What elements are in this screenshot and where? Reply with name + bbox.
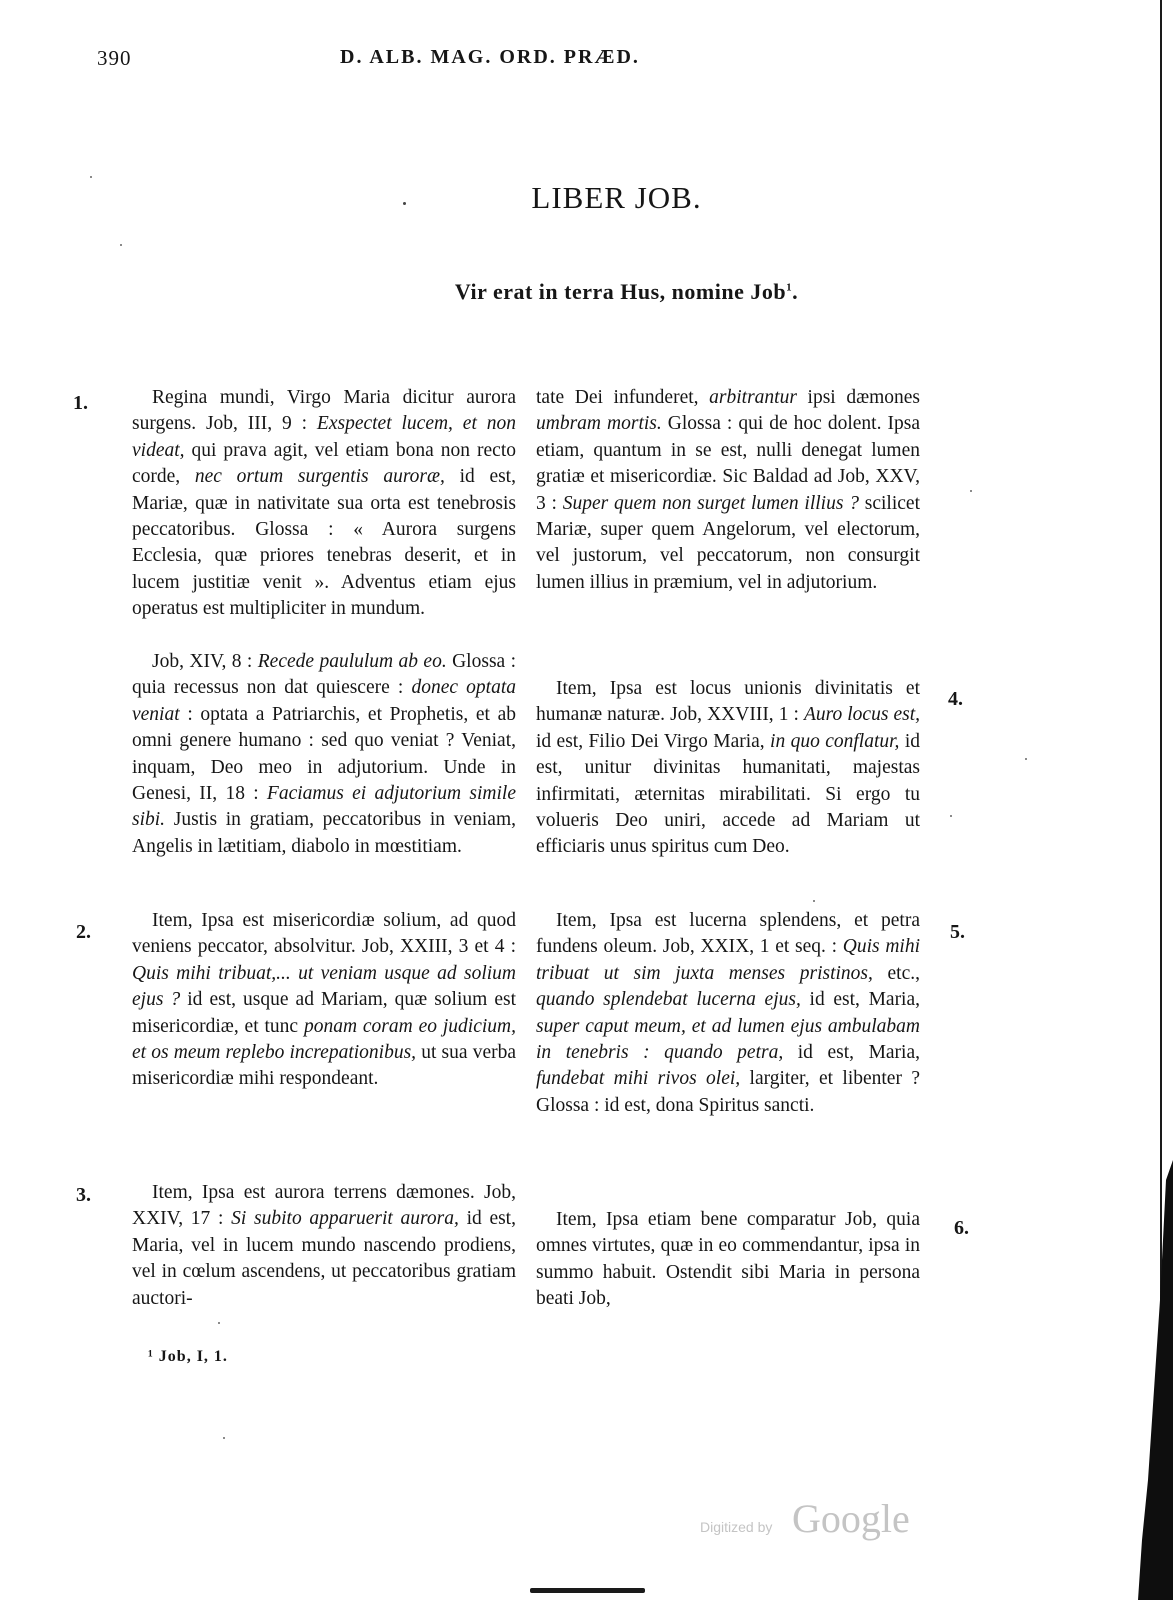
paragraph-number-4: 4. — [948, 688, 963, 710]
running-title: D. ALB. MAG. ORD. PRÆD. — [340, 46, 640, 68]
page-edge — [1130, 0, 1173, 1600]
paragraph-1b: Job, XIV, 8 : Recede paululum ab eo. Glossa : quia recessus non dat quiescere : donec optata veniat : optata a Patriarchis, et Prophetis, et ab omni genere humano : sed quo veniat ? Veniat, inquam, Deo meo in adjutorium. Unde in Genesi, II, 18 : Faciamus ei adjutorium simile sibi. Justis in gratiam, peccatoribus in veniam, Angelis in lætitiam, diabolo in mœstitiam. — [132, 651, 517, 857]
subtitle-text: Vir erat in terra Hus, nomine Job — [454, 279, 787, 304]
paragraph-6: Item, Ipsa etiam bene comparatur Job, quia omnes virtutes, quæ in eo commendantur, ipsa in summo habuit. Ostendit sibi Maria in persona beati Job, — [536, 1209, 920, 1310]
scan-speck — [218, 1322, 220, 1324]
scan-speck — [90, 176, 92, 178]
scan-speck — [950, 815, 952, 817]
running-head — [0, 46, 1173, 76]
scan-speck — [223, 1437, 225, 1439]
scan-speck — [813, 900, 815, 902]
edge-shadow — [1138, 1160, 1173, 1600]
paragraph-number-6: 6. — [954, 1217, 969, 1239]
google-logo: Google — [792, 1496, 910, 1541]
paragraph-5: Item, Ipsa est lucerna splendens, et petra fundens oleum. Job, XXIX, 1 et seq. : Quis mihi tribuat ut sim juxta menses pristinos, etc., quando splendebat lucerna ejus, id est, Maria, super caput meum, et ad lumen ejus ambulabam in tenebris : quando petra, id est, Maria, fundebat mihi rivos olei, largiter, et libenter ? Glossa : id est, dona Spiritus sancti. — [536, 910, 921, 1116]
subtitle: Vir erat in terra Hus, nomine Job$^1$. — [454, 279, 799, 304]
scan-speck — [120, 244, 122, 246]
paragraph-number-2: 2. — [76, 921, 91, 943]
paragraph-1a: Regina mundi, Virgo Maria dicitur aurora surgens. Job, III, 9 : Exspectet lucem, et non videat, qui prava agit, vel etiam bona non recto corde, nec ortum surgentis auroræ, id est, Mariæ, quæ in nativitate sua orta est tenebrosis peccatoribus. Glossa : « Aurora surgens Ecclesia, quæ priores tenebras deserit, et in lucem justitiæ venit ». Adventus etiam ejus operatus est multipliciter in mundum. — [132, 387, 516, 620]
watermark-small-text: Digitized by — [700, 1519, 773, 1535]
paragraph-number-5: 5. — [950, 921, 965, 943]
page-number: 390 — [97, 46, 132, 70]
paragraph-3: Item, Ipsa est aurora terrens dæmones. Job, XXIV, 17 : Si subito apparuerit aurora, id est, Maria, vel in lucem mundo nascendo prodiens, vel in cœlum ascendens, ut peccatoribus gratiam auctori- — [132, 1182, 516, 1309]
paragraph-number-3: 3. — [76, 1184, 91, 1206]
paragraph-2: Item, Ipsa est misericordiæ solium, ad quod veniens peccator, absolvitur. Job, XXIII, 3 et 4 : Quis mihi tribuat,... ut veniam usque ad solium ejus ? id est, usque ad Mariam, quæ solium est misericordiæ, et tunc ponam coram eo judicium, et os meum replebo increpationibus, ut sua verba misericordiæ mihi respondeant. — [132, 910, 517, 1090]
footnote: ¹ Job, I, 1. — [148, 1348, 228, 1365]
paragraph-2-continued: tate Dei infunderet, arbitrantur ipsi dæmones umbram mortis. Glossa : qui de hoc dolent. Ipsa etiam, quantum in se est, nulli denegat lumen gratiæ et misericordiæ. Sic Baldad ad Job, XXV, 3 : Super quem non surget lumen illius ? scilicet Mariæ, super quem Angelorum, vel electorum, vel justorum, vel peccatorum, non consurgit lumen illius in præmium, vel in adjutorium. — [536, 387, 921, 593]
scan-speck — [1025, 758, 1027, 760]
digitized-watermark — [700, 1495, 940, 1545]
book-title: LIBER JOB. — [531, 180, 702, 215]
paragraph-number-1: 1. — [73, 392, 88, 414]
subtitle-note-mark: 1 — [786, 281, 793, 294]
paragraph-4: Item, Ipsa est locus unionis divinitatis et humanæ naturæ. Job, XXVIII, 1 : Auro locus est, id est, Filio Dei Virgo Maria, in quo conflatur, id est, unitur divinitas humanitati, majestas infirmitati, æternitas mirabilitati. Si ergo tu volueris Deo uniri, accede ad Mariam ut efficiaris unus spiritus cum Deo. — [536, 678, 920, 858]
binding-mark — [530, 1588, 645, 1593]
scan-speck — [970, 490, 972, 492]
